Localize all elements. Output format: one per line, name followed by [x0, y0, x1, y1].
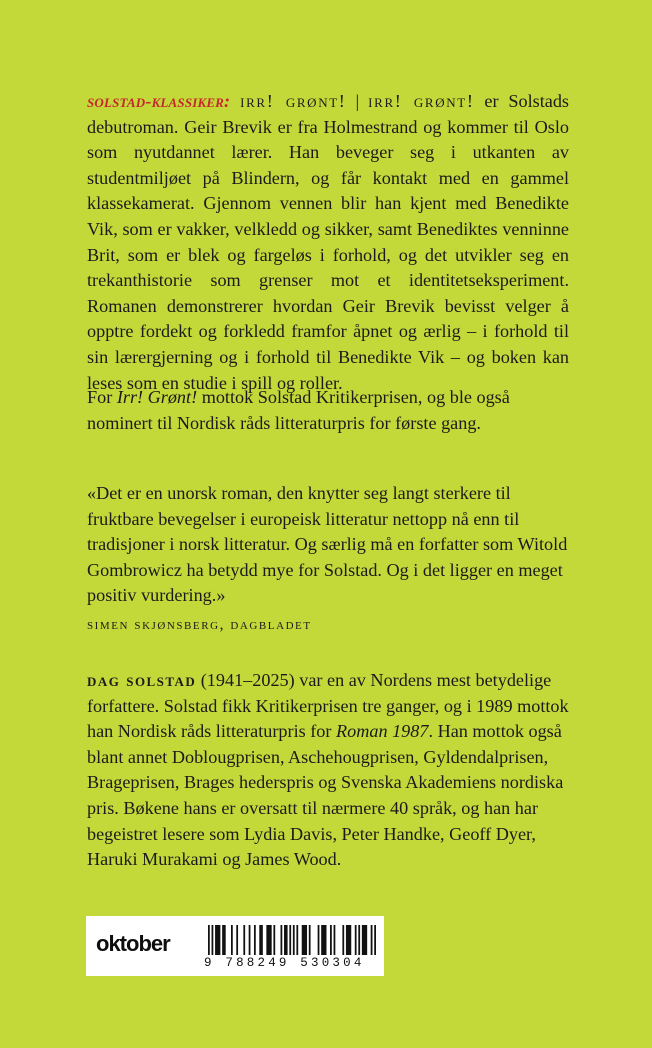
barcode-bar-12 [281, 925, 283, 955]
quote-credit: simen skjønsberg, dagbladet [87, 615, 312, 633]
barcode-bar-16 [296, 925, 298, 955]
barcode-bar-14 [289, 925, 291, 955]
book-title: irr! grønt! [240, 91, 347, 111]
bio-text-1: (1941–2025) var en av Nordens mest betydelige forfattere. Solstad fikk Kritikerprisen tre ganger, og i 1989 mottok han Nordisk råds litteraturpris for [87, 670, 569, 742]
barcode-bar-20 [321, 925, 326, 955]
title-separator: | [355, 91, 360, 111]
prize-book-title: Irr! Grønt! [116, 387, 198, 407]
publisher-logo: oktober [96, 931, 170, 956]
barcode-bar-0 [208, 925, 210, 955]
barcode-graphic [208, 925, 376, 955]
barcode-bar-5 [236, 925, 238, 955]
barcode-bar-6 [243, 925, 245, 955]
barcode-bar-9 [259, 925, 263, 955]
barcode-bar-13 [284, 925, 288, 955]
barcode-bar-15 [293, 925, 295, 955]
isbn-number: 9 788249 530304 [204, 956, 365, 970]
prize-prefix: For [87, 387, 113, 407]
barcode-bar-8 [254, 925, 256, 955]
review-quote [87, 481, 569, 638]
barcode-bar-19 [318, 925, 320, 955]
barcode-bar-1 [212, 925, 214, 955]
barcode-bar-24 [346, 925, 351, 955]
barcode-bar-10 [266, 925, 271, 955]
prize-body: mottok Solstad Kritikerprisen, og ble også nominert til Nordisk råds litteraturpris for første gang. [87, 387, 510, 433]
book-title-repeat: irr! grønt! [368, 91, 475, 111]
barcode [208, 925, 376, 955]
author-bio [87, 668, 569, 873]
intro-paragraph [87, 89, 569, 396]
barcode-bar-11 [273, 925, 275, 955]
author-name: dag solstad [87, 670, 197, 690]
barcode-bar-29 [374, 925, 376, 955]
barcode-bar-3 [222, 925, 226, 955]
barcode-bar-21 [330, 925, 332, 955]
barcode-bar-22 [334, 925, 336, 955]
barcode-bar-28 [371, 925, 373, 955]
quote-text: «Det er en unorsk roman, den knytter seg langt sterkere til fruktbare bevegelser i europeisk litteratur nettopp nå enn til tradisjoner i norsk litteratur. Og særlig må en forfatter som Witold Gombrowicz ha betydd mye for Solstad. Og i det ligger en meget positiv vurdering.» [87, 483, 568, 606]
barcode-bar-25 [355, 925, 357, 955]
bio-text-2: . Han mottok også blant annet Doblougprisen, Aschehougprisen, Gyldendalprisen, Brageprisen, Brages hederspris og Svenska Akademiens nordiska pris. Bøkene hans er oversatt til nærmere 40 språk, og han har begeistret lesere som Lydia Davis, Peter Handke, Geoff Dyer, Haruki Murakami og James Wood. [87, 721, 564, 870]
intro-body: er Solstads debutroman. Geir Brevik er fra Holmestrand og kommer til Oslo som nyutdannet lærer. Han beveger seg i utkanten av studentmiljøet på Blindern, og får kontakt med en gammel klassekamerat. Gjennom vennen blir han kjent med Benedikte Vik, som er vakker, velkledd og sikker, samt Benediktes venninne Brit, som er blek og fargeløs i forhold, og det utvikler seg en trekanthistorie som grenser mot et identitetseksperiment. Romanen demonstrerer hvordan Geir Brevik bevisst velger å opptre fordekt og forkledd framfor åpnet og ærlig – i forhold til sin lærergjerning og i forhold til Benedikte Vik – og boken kan leses som en studie i spill og roller. [87, 91, 569, 393]
bio-book-title: Roman 1987 [336, 721, 429, 742]
barcode-bar-4 [231, 925, 233, 955]
barcode-bar-18 [309, 925, 311, 955]
barcode-bar-23 [342, 925, 344, 955]
series-label: solstad-klassiker: [87, 91, 231, 111]
publisher-barcode-box [86, 916, 384, 976]
barcode-bar-17 [302, 925, 307, 955]
barcode-bar-27 [362, 925, 367, 955]
barcode-bar-7 [249, 925, 251, 955]
prize-paragraph [87, 385, 569, 436]
barcode-bar-2 [215, 925, 220, 955]
barcode-bar-26 [358, 925, 360, 955]
